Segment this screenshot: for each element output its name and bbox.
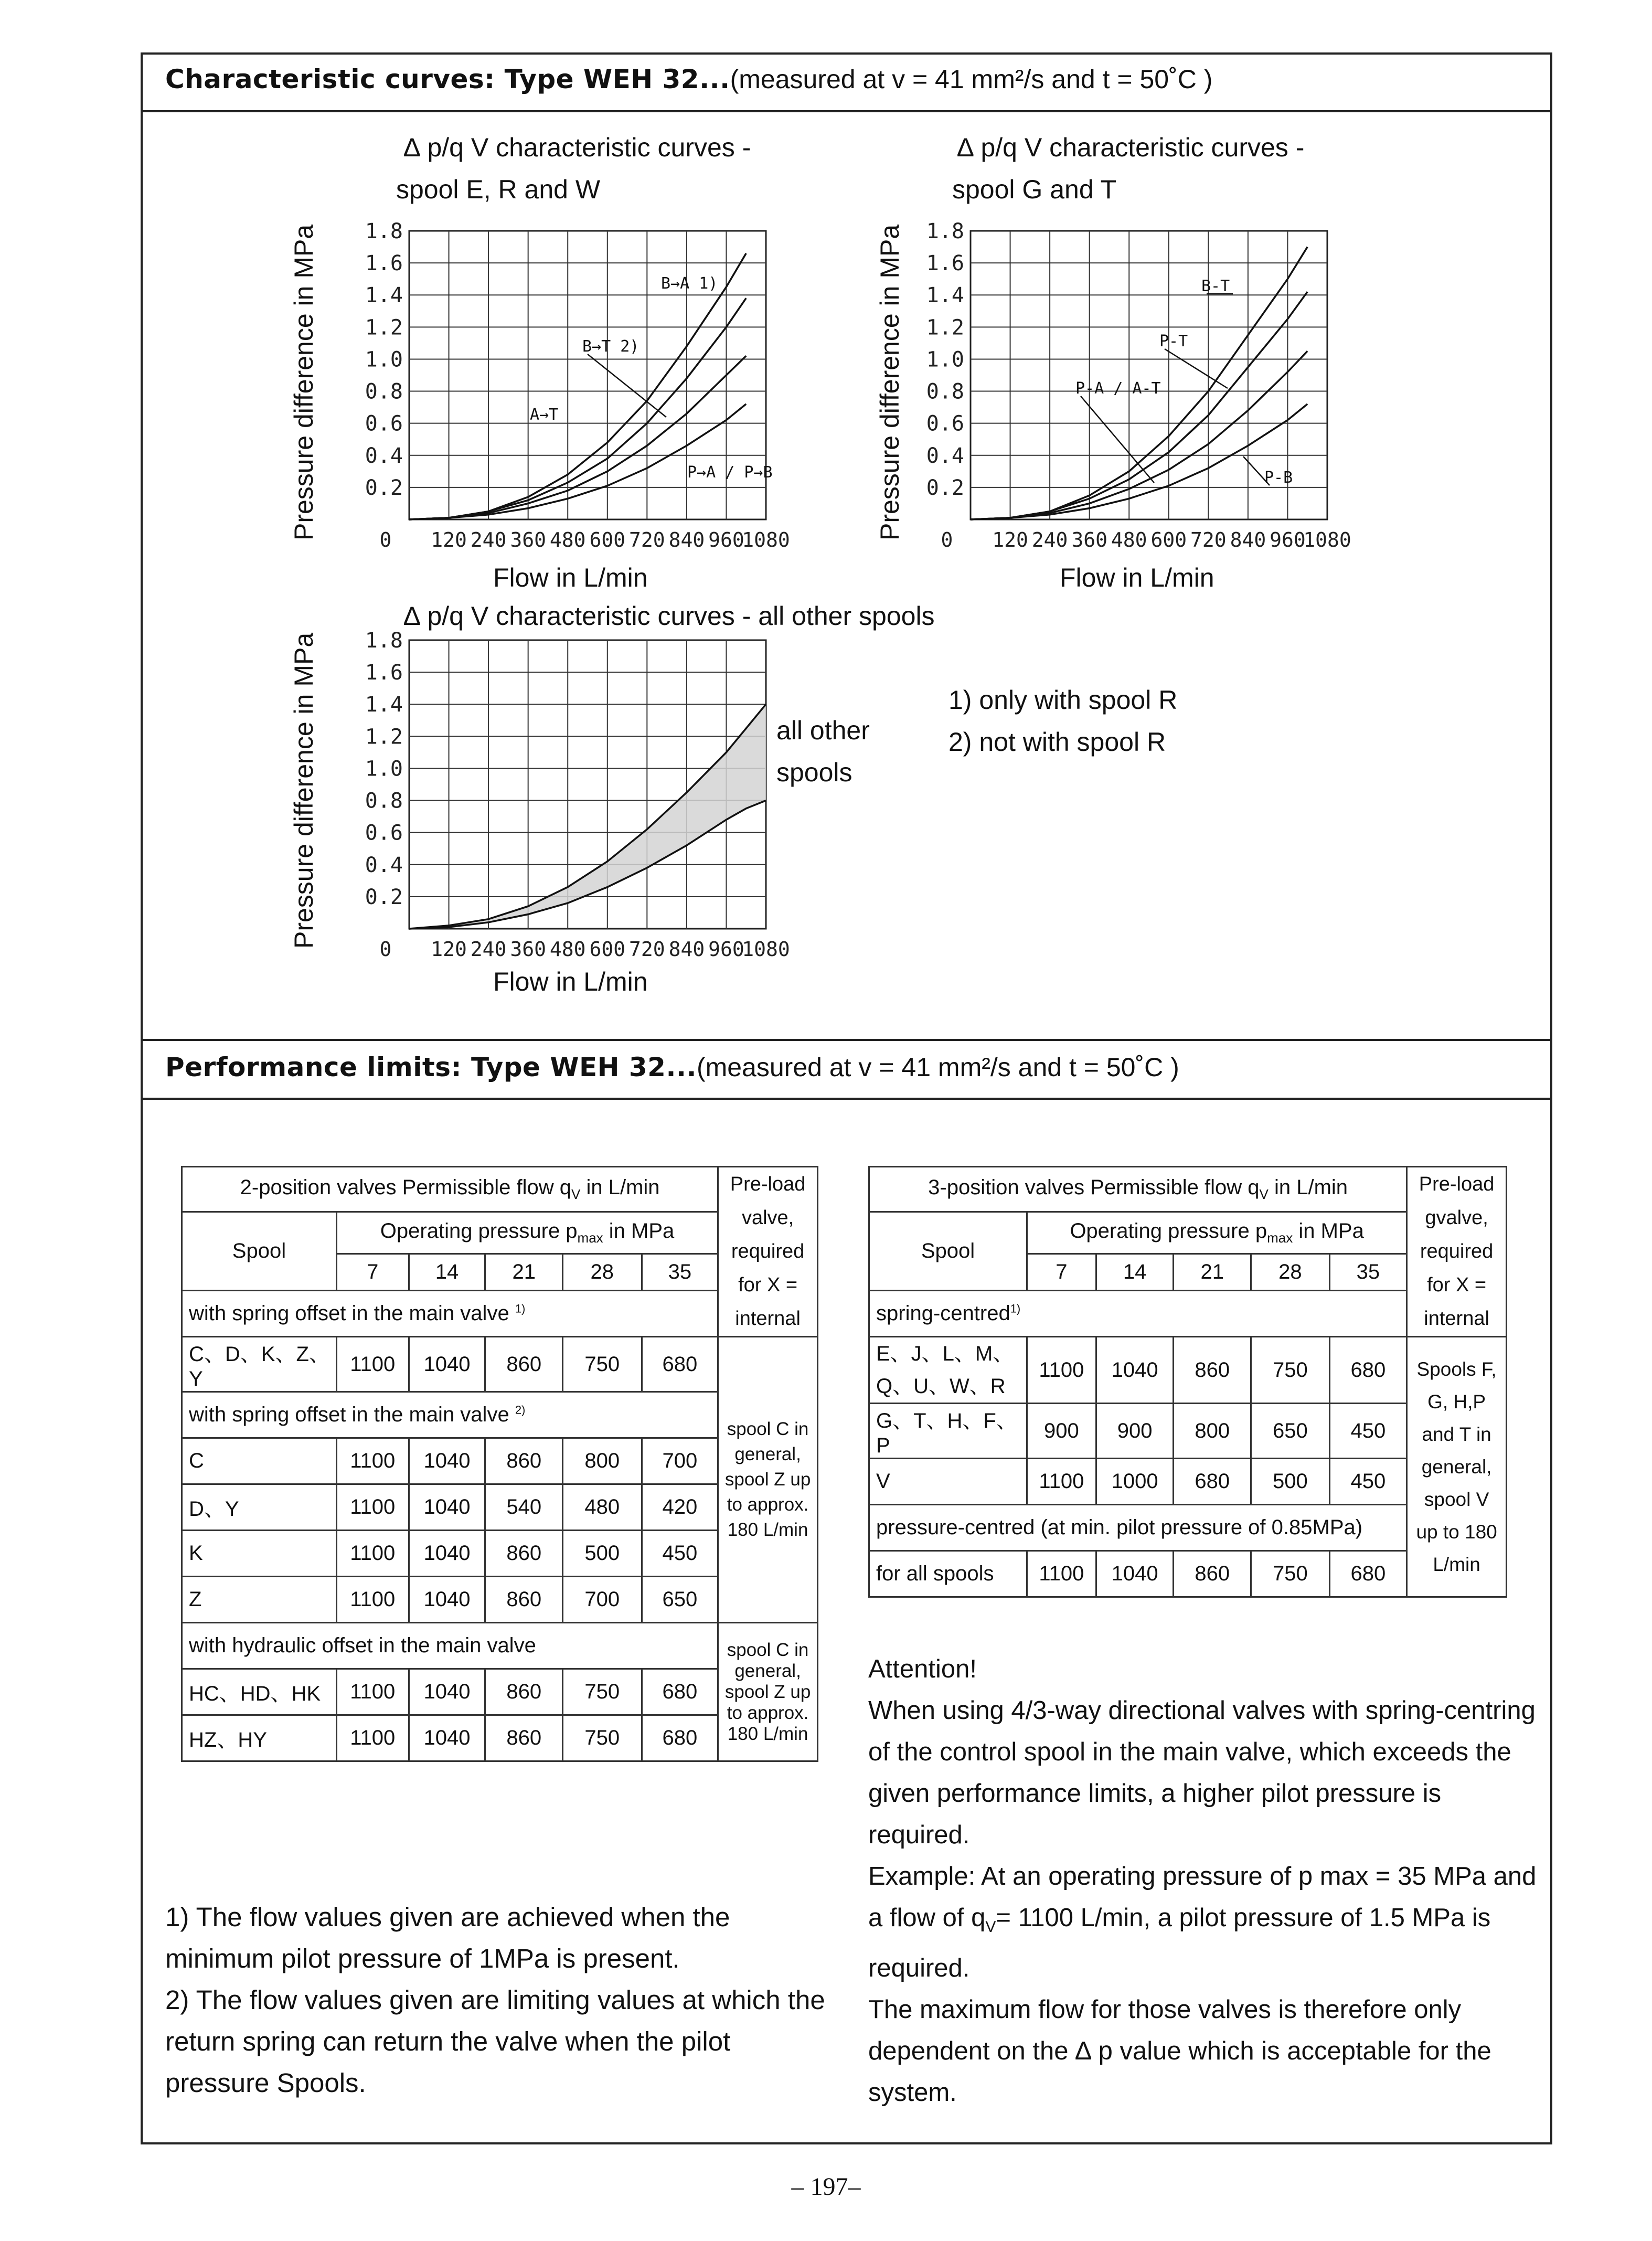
x-tick-label: 720 [629, 528, 665, 551]
band-label [776, 709, 887, 793]
footnote-bottom-1: 1) The flow values given are achieved when the minimum pilot pressure of 1MPa is present. [165, 1902, 730, 1973]
table2-note-spring: spool C in general, spool Z up to approx. 180 L/min [718, 1337, 818, 1623]
chart2-title-line1: ∆ p/q V characteristic curves - [957, 133, 1305, 162]
y-tick-label: 0.4 [365, 443, 403, 468]
attention-block [868, 1649, 1545, 2113]
table-row: G、T、H、F、P 900 900 800 650 450 [869, 1404, 1507, 1459]
table-row: HZ、HY 1100 1040 860 750 680 [182, 1715, 818, 1761]
y-tick-label: 1.8 [365, 220, 403, 243]
chart2-title-line2: spool G and T [952, 175, 1117, 204]
footnote-bottom-2: 2) The flow values given are limiting values at which the return spring can return the valve when the pilot pressure Spools. [165, 1985, 825, 2098]
table2-section-spring-offset-1: with spring offset in the main valve $^{1)}$ [182, 1291, 718, 1337]
section-divider [141, 110, 1552, 112]
y-tick-label: 1.0 [926, 347, 964, 372]
y-tick-label: 1.8 [926, 220, 964, 243]
pressure-col: 28 [1251, 1254, 1330, 1291]
y-tick-label: 0.8 [365, 379, 403, 404]
y-tick-label: 0.6 [365, 821, 403, 845]
table-row: C、D、K、Z、Y 1100 1040 860 750 680 spool C in general, spool Z up to approx. 180 L/min [182, 1337, 818, 1392]
y-tick-label: 0.6 [365, 411, 403, 436]
x-tick-label: 240 [1031, 528, 1068, 551]
section-title-bold: Characteristic curves: Type WEH 32... [165, 64, 730, 94]
x-tick-label: 1080 [1303, 528, 1351, 551]
x-tick-label: 840 [668, 938, 705, 961]
y-tick-label: 1.2 [365, 315, 403, 340]
curve-label-p-t-leader [1165, 349, 1228, 388]
y-tick-label: 1.0 [365, 757, 403, 781]
chart-spool-g-t [918, 220, 1359, 556]
attention-paragraph: When using 4/3-way directional valves with spring-centring of the control spool in the main valve, which exceeds the given performance limits, a higher pilot pressure is required. [868, 1696, 1536, 1849]
y-tick-label: 1.6 [365, 251, 403, 276]
chart2-xlabel: Flow in L/min [1060, 563, 1214, 592]
pressure-col: 7 [1027, 1254, 1096, 1291]
footnote-top-1: 1) only with spool R [948, 685, 1178, 715]
footnote-top-2: 2) not with spool R [948, 727, 1166, 757]
curve-label-p-t: P-T [1159, 332, 1188, 351]
y-tick-label: 0.8 [365, 789, 403, 813]
table3-title: 3-position valves Permissible flow $q_V$ in L/min [869, 1167, 1407, 1212]
y-tick-label: 1.6 [365, 661, 403, 685]
characteristic-curves-title [165, 64, 1212, 94]
attention-conclusion: The maximum flow for those valves is therefore only dependent on the ∆ p value which is acceptable for the system. [868, 1995, 1491, 2107]
x-tick-label: 720 [1190, 528, 1227, 551]
x-tick-label: 1080 [742, 528, 790, 551]
curve-label-p-b: P-B [1264, 469, 1293, 487]
section-title-conditions: (measured at v = 41 mm²/s and t = 50˚C ) [730, 65, 1213, 94]
chart3-xlabel: Flow in L/min [493, 967, 648, 996]
chart1-ylabel: Pressure difference in MPa [289, 224, 318, 540]
x-tick-label: 960 [708, 938, 744, 961]
table-3-position-valves [868, 1166, 1507, 1598]
x-tick-label: 840 [668, 528, 705, 551]
x-tick-label: 840 [1230, 528, 1266, 551]
pressure-col: 21 [485, 1254, 563, 1291]
performance-limits-title [165, 1052, 1179, 1082]
curve-label-a-t: A→T [530, 406, 559, 424]
table2-section-spring-offset-2: with spring offset in the main valve $^{2)}$ [182, 1392, 718, 1438]
y-tick-label: 0.4 [926, 443, 964, 468]
page-number: – 197– [791, 2173, 861, 2201]
table-row: D、Y 1100 1040 540 480 420 [182, 1484, 818, 1531]
table2-op-pressure-header: Operating pressure $p_{max}$ in MPa [336, 1212, 718, 1254]
table-row: C 1100 1040 860 800 700 [182, 1438, 818, 1484]
pressure-col: 35 [642, 1254, 718, 1291]
y-tick-label: 0.8 [926, 379, 964, 404]
x-tick-label: 240 [470, 938, 507, 961]
section-divider [141, 1039, 1552, 1041]
y-tick-label: 1.4 [365, 283, 403, 308]
table3-section-pressure-centred: pressure-centred (at min. pilot pressure of 0.85MPa) [869, 1505, 1407, 1551]
chart1-title-line2: spool E, R and W [396, 175, 601, 204]
curve-label-p-a-p-b: P→A / P→B [687, 463, 773, 482]
x-tick-label: 0 [379, 528, 392, 551]
chart-all-other-spools [357, 630, 797, 965]
y-tick-label: 0.2 [365, 885, 403, 909]
chart-spool-e-r-w [357, 220, 797, 556]
series-line-1 [971, 292, 1307, 519]
x-tick-label: 480 [549, 938, 586, 961]
table2-spool-header: Spool [182, 1212, 337, 1291]
y-tick-label: 1.4 [926, 283, 964, 308]
y-tick-label: 1.6 [926, 251, 964, 276]
table-row: for all spools 1100 1040 860 750 680 [869, 1551, 1507, 1597]
table-row: V 1100 1000 680 500 450 [869, 1459, 1507, 1505]
x-tick-label: 240 [470, 528, 507, 551]
pressure-col: 7 [336, 1254, 409, 1291]
x-tick-label: 120 [992, 528, 1028, 551]
band-label-text: all other spools [776, 716, 870, 787]
curve-label-b-t: B-T [1201, 277, 1230, 295]
pressure-col: 28 [563, 1254, 642, 1291]
y-tick-label: 1.8 [365, 630, 403, 653]
x-tick-label: 720 [629, 938, 665, 961]
y-tick-label: 1.2 [926, 315, 964, 340]
x-tick-label: 360 [510, 938, 546, 961]
table-row: HC、HD、HK 1100 1040 860 750 680 [182, 1669, 818, 1715]
x-tick-label: 360 [510, 528, 546, 551]
curve-label-b-a: B→A 1) [661, 274, 718, 293]
y-tick-label: 1.2 [365, 725, 403, 749]
pressure-col: 14 [1096, 1254, 1174, 1291]
y-tick-label: 0.2 [365, 475, 403, 500]
table2-preload-header: Pre-load valve, required for X = internal [718, 1167, 818, 1337]
pressure-col: 21 [1174, 1254, 1251, 1291]
chart3-ylabel: Pressure difference in MPa [289, 632, 318, 949]
table3-spool-header: Spool [869, 1212, 1027, 1291]
series-line-2 [971, 351, 1307, 519]
table3-section-spring-centred: spring-centred$^{1)}$ [869, 1291, 1407, 1337]
table-row: Z 1100 1040 860 700 650 [182, 1577, 818, 1623]
section-title-bold: Performance limits: Type WEH 32... [165, 1052, 697, 1082]
x-tick-label: 360 [1071, 528, 1107, 551]
pressure-col: 35 [1329, 1254, 1407, 1291]
table3-note: Spools F, G, H,P and T in general, spool V up to 180 L/min [1407, 1337, 1507, 1597]
x-tick-label: 1080 [742, 938, 790, 961]
footnotes-bottom [165, 1896, 826, 2104]
curve-label-b-t: B→T 2) [582, 337, 640, 356]
curve-label-p-a-a-t: P-A / A-T [1075, 379, 1161, 398]
x-tick-label: 960 [1270, 528, 1306, 551]
pressure-col: 14 [409, 1254, 485, 1291]
series-line-3 [409, 404, 746, 519]
y-tick-label: 0.4 [365, 853, 403, 877]
x-tick-label: 120 [431, 938, 467, 961]
section-divider [141, 1098, 1552, 1100]
y-tick-label: 1.0 [365, 347, 403, 372]
section-title-conditions: (measured at v = 41 mm²/s and t = 50˚C ) [696, 1053, 1179, 1082]
x-tick-label: 480 [1111, 528, 1147, 551]
table-row: K 1100 1040 860 500 450 [182, 1531, 818, 1577]
table3-op-pressure-header: Operating pressure $p_{max}$ in MPa [1027, 1212, 1406, 1254]
x-tick-label: 600 [589, 938, 626, 961]
attention-heading: Attention! [868, 1655, 977, 1683]
x-tick-label: 0 [379, 938, 392, 961]
curve-label-b-t-leader [588, 354, 666, 417]
chart2-ylabel: Pressure difference in MPa [875, 224, 904, 540]
chart1-xlabel: Flow in L/min [493, 563, 648, 592]
table2-section-hydraulic-offset: with hydraulic offset in the main valve [182, 1623, 718, 1669]
table3-preload-header: Pre-load gvalve, required for X = internal [1407, 1167, 1507, 1337]
x-tick-label: 480 [549, 528, 586, 551]
x-tick-label: 0 [941, 528, 953, 551]
table-2-position-valves [181, 1166, 818, 1762]
x-tick-label: 960 [708, 528, 744, 551]
y-tick-label: 0.6 [926, 411, 964, 436]
x-tick-label: 600 [1150, 528, 1187, 551]
attention-example: Example: At an operating pressure of p max = 35 MPa and a flow of $q_V= 1100$ L/min, a pilot pressure of 1.5 MPa is required. [868, 1862, 1537, 1982]
chart1-title-line1: ∆ p/q V characteristic curves - [404, 133, 751, 162]
chart3-title: ∆ p/q V characteristic curves - all other spools [404, 601, 935, 631]
y-tick-label: 1.4 [365, 693, 403, 717]
curve-label-p-a-a-t-leader [1081, 396, 1154, 483]
table2-title: 2-position valves Permissible flow $q_V$ in L/min [182, 1167, 718, 1212]
x-tick-label: 600 [589, 528, 626, 551]
y-tick-label: 0.2 [926, 475, 964, 500]
x-tick-label: 120 [431, 528, 467, 551]
table-row: E、J、L、M、 Q、U、W、R 1100 1040 860 750 680 Spools F, G, H,P and T in general, spool V up to 180 L/min [869, 1337, 1507, 1404]
table2-note-hydraulic: spool C in general, spool Z up to approx. 180 L/min [718, 1623, 818, 1761]
